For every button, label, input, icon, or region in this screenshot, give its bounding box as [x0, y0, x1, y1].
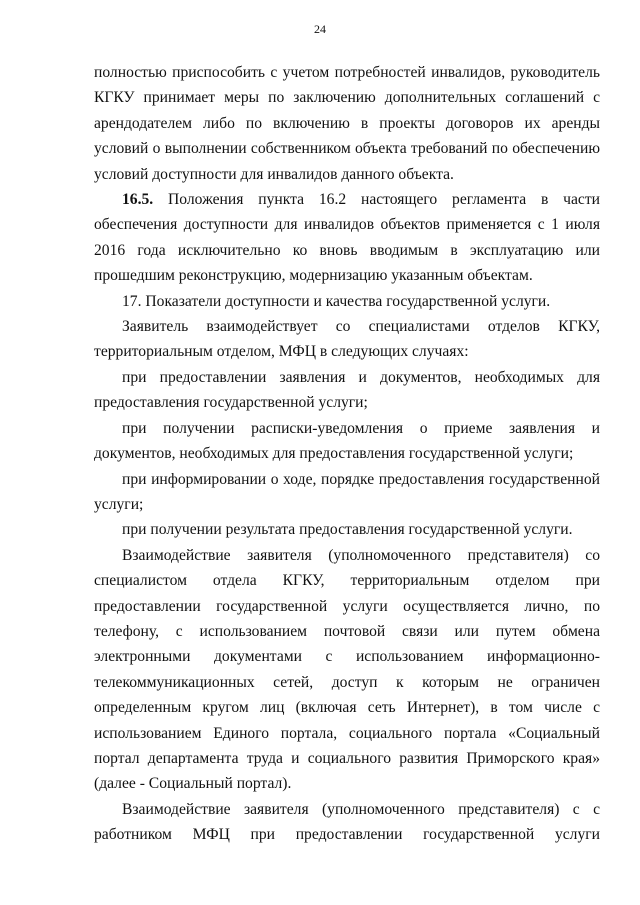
page-number: 24 [314, 22, 326, 36]
clause-text: Положения пункта 16.2 настоящего регламента в части обеспечения доступности для инвалидов объектов применяется с 1 июля 2016 года исключительно ко вновь вводимым в эксплуатацию или прошедшим реконструкцию, модернизацию указанным объектам. [94, 191, 600, 285]
section-17-heading: 17. Показатели доступности и качества государственной услуги. [122, 292, 551, 310]
case-result: при получении результата предоставления государственной услуги. [122, 521, 573, 539]
document-body [94, 60, 600, 848]
paragraph-mfc-interaction: Взаимодействие заявителя (уполномоченного представителя) с с работником МФЦ при предоставлении государственной услуги [94, 800, 600, 844]
case-information: при информировании о ходе, порядке предоставления государственной услуги; [94, 470, 600, 513]
clause-number: 16.5. [122, 191, 154, 209]
paragraph-16-5 [94, 187, 600, 289]
case-submission: при предоставлении заявления и документов, необходимых для предоставления государственной услуги; [94, 368, 600, 412]
paragraph-interaction-cases: Заявитель взаимодействует со специалистами отделов КГКУ, территориальным отделом, МФЦ в следующих случаях: [94, 318, 600, 361]
paragraph-interaction-methods: Взаимодействие заявителя (уполномоченного представителя) со специалистом отдела КГКУ, территориальным отделом при предоставлении государственной услуги осуществляется лично, по телефону, с использованием почтовой связи или путем обмена электронными документами с использованием информационно-телекоммуникационных сетей, доступ к которым не ограничен определенным кругом лиц (включая сеть Интернет), в том числе с использованием Единого портала, социального портала «Социальный портал департамента труда и социального развития Приморского края» (далее - Социальный портал). [94, 546, 600, 793]
case-receipt: при получении расписки-уведомления о приеме заявления и документов, необходимых для предоставления государственной услуги; [94, 419, 600, 463]
paragraph-continuation: полностью приспособить с учетом потребностей инвалидов, руководитель КГКУ принимает меры по заключению дополнительных соглашений с арендодателем либо по включению в проекты договоров их аренды условий о выполнении собственником объекта требований по обеспечению условий доступности для инвалидов данного объекта. [94, 64, 600, 183]
